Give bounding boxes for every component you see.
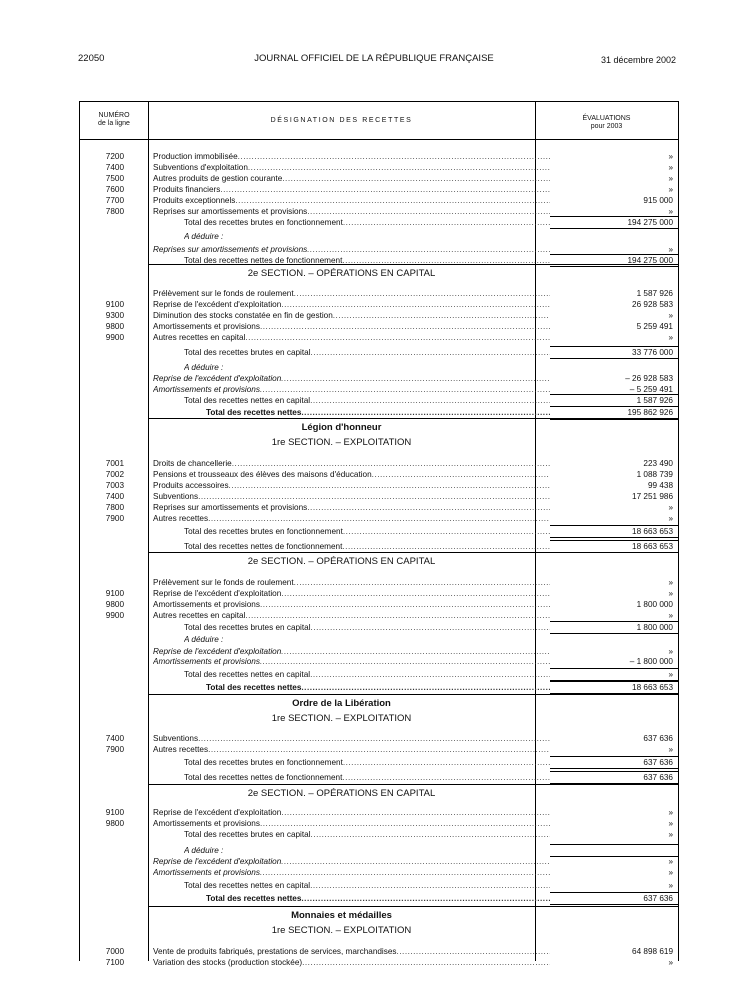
line-number: 9300 bbox=[105, 311, 124, 320]
table-row bbox=[80, 957, 678, 968]
total-rule bbox=[550, 216, 678, 217]
total-rule bbox=[550, 540, 678, 541]
line-label: Amortissements et provisions ..... bbox=[153, 599, 550, 610]
table-row bbox=[80, 733, 678, 744]
evaluation-value: – 26 928 583 bbox=[625, 374, 673, 383]
evaluation-value: 637 636 bbox=[643, 773, 673, 782]
line-label: Produits financiers ..... bbox=[153, 184, 550, 195]
line-label: Reprises sur amortissements et provisions ..... bbox=[153, 502, 550, 513]
line-number: 9800 bbox=[105, 600, 124, 609]
section-heading: 2e SECTION. – OPÉRATIONS EN CAPITAL bbox=[247, 556, 436, 567]
line-label: A déduire : bbox=[184, 363, 224, 372]
evaluation-value: 223 490 bbox=[643, 459, 673, 468]
table-row bbox=[80, 634, 678, 645]
evaluation-value: » bbox=[668, 857, 673, 866]
column-header-evaluation-line1: ÉVALUATIONS bbox=[582, 115, 631, 122]
evaluation-value: 637 636 bbox=[643, 758, 673, 767]
line-label: Reprise de l'excédent d'exploitation ..... bbox=[153, 373, 550, 384]
line-number: 7800 bbox=[105, 207, 124, 216]
column-header-number-line2: de la ligne bbox=[98, 120, 130, 127]
total-rule bbox=[550, 346, 678, 347]
line-number: 7000 bbox=[105, 947, 124, 956]
evaluation-value: » bbox=[668, 958, 673, 967]
total-rule bbox=[550, 771, 678, 772]
evaluation-value: » bbox=[668, 819, 673, 828]
line-label: Subventions ..... bbox=[153, 491, 550, 502]
line-label: A déduire : bbox=[184, 635, 224, 644]
section-heading: Légion d'honneur bbox=[301, 422, 382, 433]
line-number: 7900 bbox=[105, 745, 124, 754]
line-label: Amortissements et provisions ..... bbox=[153, 656, 550, 667]
line-label: Reprise de l'excédent d'exploitation ..... bbox=[153, 646, 550, 657]
total-rule bbox=[550, 668, 678, 669]
total-label: Total des recettes brutes en fonctionnement ..... bbox=[184, 217, 550, 228]
evaluation-value: 195 862 926 bbox=[627, 408, 673, 417]
line-label: Reprises sur amortissements et provisions ..... bbox=[153, 244, 550, 255]
total-label: Total des recettes brutes en fonctionnement ..... bbox=[184, 757, 550, 768]
table-row bbox=[80, 407, 678, 418]
table-row bbox=[80, 162, 678, 173]
table-row bbox=[80, 288, 678, 299]
evaluation-value: » bbox=[668, 881, 673, 890]
total-rule bbox=[550, 228, 678, 229]
section-divider bbox=[148, 552, 678, 553]
evaluation-value: » bbox=[668, 311, 673, 320]
table-row bbox=[80, 526, 678, 537]
receipts-table bbox=[79, 101, 679, 967]
evaluation-value: » bbox=[668, 245, 673, 254]
line-label: Prélèvement sur le fonds de roulement ..... bbox=[153, 577, 550, 588]
line-number: 9100 bbox=[105, 300, 124, 309]
line-number: 9800 bbox=[105, 322, 124, 331]
page-number: 22050 bbox=[78, 53, 105, 64]
evaluation-value: 637 636 bbox=[643, 734, 673, 743]
total-label: Total des recettes nettes en capital ..... bbox=[184, 395, 550, 406]
evaluation-value: 1 088 739 bbox=[636, 470, 673, 479]
total-rule bbox=[550, 768, 678, 769]
evaluation-value: 5 259 491 bbox=[636, 322, 673, 331]
evaluation-value: 33 776 000 bbox=[632, 348, 673, 357]
total-rule bbox=[550, 394, 678, 395]
total-rule bbox=[550, 266, 678, 267]
section-divider bbox=[148, 264, 678, 265]
evaluation-value: » bbox=[668, 333, 673, 342]
evaluation-value: » bbox=[668, 578, 673, 587]
evaluation-value: » bbox=[668, 514, 673, 523]
table-row bbox=[80, 893, 678, 904]
evaluation-value: » bbox=[668, 174, 673, 183]
table-row bbox=[80, 656, 678, 667]
total-label: Total des recettes nettes ..... bbox=[206, 682, 550, 693]
table-row bbox=[80, 195, 678, 206]
section-heading: Ordre de la Libération bbox=[292, 698, 391, 709]
line-number: 7400 bbox=[105, 163, 124, 172]
table-row bbox=[80, 373, 678, 384]
evaluation-value: » bbox=[668, 207, 673, 216]
evaluation-value: » bbox=[668, 808, 673, 817]
table-row bbox=[80, 151, 678, 162]
line-label: Diminution des stocks constatée en fin de gestion ..... bbox=[153, 310, 550, 321]
evaluation-value: » bbox=[668, 830, 673, 839]
evaluation-value: 1 800 000 bbox=[636, 600, 673, 609]
line-label: Autres recettes ..... bbox=[153, 513, 550, 524]
section-heading: 2e SECTION. – OPÉRATIONS EN CAPITAL bbox=[247, 788, 436, 799]
section-divider bbox=[148, 418, 678, 419]
line-label: Produits exceptionnels ..... bbox=[153, 195, 550, 206]
evaluation-value: 915 000 bbox=[643, 196, 673, 205]
line-label: Autres recettes en capital ..... bbox=[153, 332, 550, 343]
table-row bbox=[80, 231, 678, 242]
line-label: Reprise de l'excédent d'exploitation ..... bbox=[153, 299, 550, 310]
total-label: Total des recettes nettes ..... bbox=[206, 407, 550, 418]
line-number: 9100 bbox=[105, 808, 124, 817]
column-header-evaluation bbox=[535, 115, 678, 131]
line-label: Droits de chancellerie ..... bbox=[153, 458, 550, 469]
total-label: Total des recettes nettes de fonctionnement ..... bbox=[184, 255, 550, 266]
evaluation-value: 1 587 926 bbox=[636, 289, 673, 298]
total-rule bbox=[550, 537, 678, 538]
line-number: 7400 bbox=[105, 492, 124, 501]
evaluation-value: 1 587 926 bbox=[636, 396, 673, 405]
line-number: 7700 bbox=[105, 196, 124, 205]
evaluation-value: » bbox=[668, 185, 673, 194]
table-row bbox=[80, 577, 678, 588]
line-number: 9900 bbox=[105, 333, 124, 342]
table-row bbox=[80, 772, 678, 783]
line-number: 7800 bbox=[105, 503, 124, 512]
column-header-number-line1: NUMÉRO bbox=[98, 112, 130, 119]
journal-title: JOURNAL OFFICIEL DE LA RÉPUBLIQUE FRANÇAISE bbox=[254, 53, 494, 64]
evaluation-value: » bbox=[668, 152, 673, 161]
table-row bbox=[80, 184, 678, 195]
total-rule bbox=[550, 406, 678, 407]
line-number: 7002 bbox=[105, 470, 124, 479]
line-number: 7900 bbox=[105, 514, 124, 523]
line-label: Prélèvement sur le fonds de roulement ..... bbox=[153, 288, 550, 299]
table-row bbox=[80, 173, 678, 184]
line-number: 9100 bbox=[105, 589, 124, 598]
total-rule bbox=[550, 844, 678, 845]
table-row bbox=[80, 310, 678, 321]
line-label: Pensions et trousseaux des élèves des maisons d'éducation ..... bbox=[153, 469, 550, 480]
total-label: Total des recettes nettes en capital ..... bbox=[184, 880, 550, 891]
evaluation-value: 1 800 000 bbox=[636, 623, 673, 632]
line-label: Amortissements et provisions ..... bbox=[153, 818, 550, 829]
evaluation-value: » bbox=[668, 670, 673, 679]
evaluation-value: » bbox=[668, 611, 673, 620]
evaluation-value: – 5 259 491 bbox=[629, 385, 673, 394]
evaluation-value: 99 438 bbox=[647, 481, 673, 490]
table-header bbox=[80, 102, 678, 140]
table-row bbox=[80, 217, 678, 228]
table-row bbox=[80, 362, 678, 373]
line-label: Subventions d'exploitation ..... bbox=[153, 162, 550, 173]
issue-date: 31 décembre 2002 bbox=[600, 55, 676, 65]
line-number: 9900 bbox=[105, 611, 124, 620]
evaluation-value: 64 898 619 bbox=[632, 947, 673, 956]
line-label: Production immobilisée ..... bbox=[153, 151, 550, 162]
total-rule bbox=[550, 681, 678, 682]
evaluation-value: 26 928 583 bbox=[632, 300, 673, 309]
evaluation-value: » bbox=[668, 647, 673, 656]
table-row bbox=[80, 845, 678, 856]
evaluation-value: 194 275 000 bbox=[627, 218, 673, 227]
line-number: 7500 bbox=[105, 174, 124, 183]
line-label: Autres produits de gestion courante ..... bbox=[153, 173, 550, 184]
total-label: Total des recettes nettes en capital ..... bbox=[184, 669, 550, 680]
line-label: Autres recettes en capital ..... bbox=[153, 610, 550, 621]
table-row bbox=[80, 491, 678, 502]
line-label: Reprise de l'excédent d'exploitation ..... bbox=[153, 856, 550, 867]
line-label: A déduire : bbox=[184, 846, 224, 855]
table-row bbox=[80, 469, 678, 480]
total-label: Total des recettes brutes en capital ..... bbox=[184, 829, 550, 840]
evaluation-value: 637 636 bbox=[643, 894, 673, 903]
evaluation-value: – 1 800 000 bbox=[629, 657, 673, 666]
evaluation-value: » bbox=[668, 163, 673, 172]
total-label: Total des recettes brutes en capital ..... bbox=[184, 622, 550, 633]
line-number: 7001 bbox=[105, 459, 124, 468]
line-label: Reprises sur amortissements et provisions ..... bbox=[153, 206, 550, 217]
section-heading: 1re SECTION. – EXPLOITATION bbox=[271, 437, 412, 448]
evaluation-value: » bbox=[668, 589, 673, 598]
total-label: Total des recettes nettes de fonctionnement ..... bbox=[184, 772, 550, 783]
section-divider bbox=[148, 784, 678, 785]
table-row bbox=[80, 480, 678, 491]
line-number: 7600 bbox=[105, 185, 124, 194]
column-header-evaluation-line2: pour 2003 bbox=[590, 123, 623, 130]
column-header-designation: DÉSIGNATION DES RECETTES bbox=[270, 117, 413, 124]
total-label: Total des recettes brutes en capital ..... bbox=[184, 347, 550, 358]
evaluation-value: 17 251 986 bbox=[632, 492, 673, 501]
table-row bbox=[80, 321, 678, 332]
table-row bbox=[80, 744, 678, 755]
table-row bbox=[80, 682, 678, 693]
total-label: Total des recettes brutes en fonctionnement ..... bbox=[184, 526, 550, 537]
line-number: 9800 bbox=[105, 819, 124, 828]
table-row bbox=[80, 588, 678, 599]
evaluation-value: 18 663 653 bbox=[632, 527, 673, 536]
total-rule bbox=[550, 254, 678, 255]
total-rule bbox=[550, 358, 678, 359]
table-row bbox=[80, 299, 678, 310]
line-label: Vente de produits fabriqués, prestations de services, marchandises ..... bbox=[153, 946, 550, 957]
table-row bbox=[80, 880, 678, 891]
table-row bbox=[80, 347, 678, 358]
line-label: Subventions ..... bbox=[153, 733, 550, 744]
evaluation-value: 18 663 653 bbox=[632, 542, 673, 551]
total-rule bbox=[550, 756, 678, 757]
line-label: A déduire : bbox=[184, 232, 224, 241]
line-label: Amortissements et provisions ..... bbox=[153, 321, 550, 332]
total-rule bbox=[550, 892, 678, 893]
table-row bbox=[80, 807, 678, 818]
section-divider bbox=[148, 906, 678, 907]
total-label: Total des recettes nettes ..... bbox=[206, 893, 550, 904]
section-heading: 1re SECTION. – EXPLOITATION bbox=[271, 925, 412, 936]
line-label: Amortissements et provisions ..... bbox=[153, 384, 550, 395]
evaluation-value: 18 663 653 bbox=[632, 683, 673, 692]
total-label: Total des recettes nettes de fonctionnement ..... bbox=[184, 541, 550, 552]
section-heading: 2e SECTION. – OPÉRATIONS EN CAPITAL bbox=[247, 268, 436, 279]
table-row bbox=[80, 946, 678, 957]
table-row bbox=[80, 818, 678, 829]
section-heading: Monnaies et médailles bbox=[291, 910, 392, 921]
table-row bbox=[80, 757, 678, 768]
line-number: 7400 bbox=[105, 734, 124, 743]
table-row bbox=[80, 669, 678, 680]
total-rule bbox=[550, 904, 678, 905]
line-label: Autres recettes ..... bbox=[153, 744, 550, 755]
line-label: Amortissements et provisions ..... bbox=[153, 867, 550, 878]
table-row bbox=[80, 610, 678, 621]
column-header-number bbox=[80, 112, 148, 128]
table-row bbox=[80, 395, 678, 406]
table-row bbox=[80, 829, 678, 840]
evaluation-value: 194 275 000 bbox=[627, 256, 673, 265]
line-number: 7003 bbox=[105, 481, 124, 490]
table-row bbox=[80, 458, 678, 469]
evaluation-value: » bbox=[668, 868, 673, 877]
line-number: 7100 bbox=[105, 958, 124, 967]
table-row bbox=[80, 513, 678, 524]
line-number: 7200 bbox=[105, 152, 124, 161]
line-label: Variation des stocks (production stockée) ..... bbox=[153, 957, 550, 968]
line-label: Reprise de l'excédent d'exploitation ..... bbox=[153, 807, 550, 818]
evaluation-value: » bbox=[668, 503, 673, 512]
line-label: Reprise de l'excédent d'exploitation ..... bbox=[153, 588, 550, 599]
line-label: Produits accessoires ..... bbox=[153, 480, 550, 491]
table-row bbox=[80, 599, 678, 610]
table-row bbox=[80, 332, 678, 343]
table-row bbox=[80, 867, 678, 878]
total-rule bbox=[550, 525, 678, 526]
table-row bbox=[80, 856, 678, 867]
total-rule bbox=[550, 621, 678, 622]
section-divider bbox=[148, 694, 678, 695]
table-row bbox=[80, 541, 678, 552]
table-row bbox=[80, 502, 678, 513]
evaluation-value: » bbox=[668, 745, 673, 754]
section-heading: 1re SECTION. – EXPLOITATION bbox=[271, 713, 412, 724]
table-row bbox=[80, 622, 678, 633]
